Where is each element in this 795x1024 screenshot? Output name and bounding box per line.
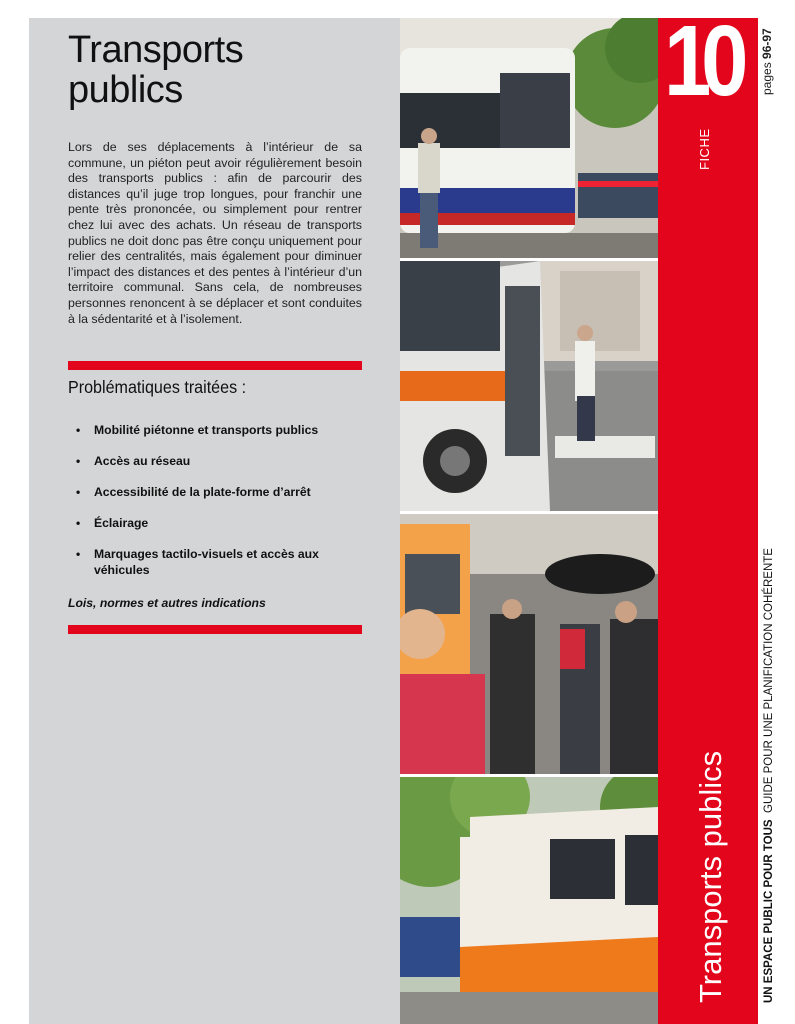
topic-label: Accessibilité de la plate-forme d’arrêt [94,485,311,499]
fiche-label: FICHE [697,128,712,170]
bullet-icon: • [76,547,81,561]
pages-prefix: pages [760,58,774,95]
bullet-icon: • [76,485,81,499]
bullet-icon: • [76,423,81,437]
bullet-icon: • [76,516,81,530]
red-divider-top [68,361,362,370]
topics-list [68,422,362,593]
guide-rest: GUIDE POUR UNE PLANIFICATION COHÉRENTE [763,548,775,813]
intro-paragraph: Lors de ses déplacements à l’intérieur de sa commune, un piéton peut avoir régulièrement besoin des transports publics : afin de parcourir des distances qu’il juge trop longues, pour franchir une pente très prononcée, ou simplement pour rentrer chez lui avec des achats. Un réseau de transports publics ne doit donc pas être conçu uniquement pour relier des centralités, mais également pour diminuer l’impact des distances et des pentes à l’intérieur d’un territoire communal. Sans cela, de nombreuses personnes renoncent à se déplacer et sont conduites à la sédentarité et à l’isolement. [68,140,362,326]
pages-range: 96-97 [760,28,774,59]
guide-bold: UN ESPACE PUBLIC POUR TOUS [763,819,775,1003]
topic-label: Éclairage [94,516,149,530]
guide-caption [763,483,779,1003]
laws-link: Lois, normes et autres indications [68,596,266,610]
vertical-title: Transports publics [693,750,728,1003]
topic-label: Mobilité piétonne et transports publics [94,423,319,437]
photo-boarding-umbrellas [400,514,658,774]
page-title [68,30,368,110]
topic-item [68,422,362,438]
topic-item [68,546,362,578]
section-title: Problématiques traitées : [68,377,247,397]
pages-reference [760,0,776,95]
topic-label: Marquages tactilo-visuels et accès aux véhicules [94,547,319,577]
title-line-2: publics [68,69,183,111]
topic-item [68,484,362,500]
bullet-icon: • [76,454,81,468]
topic-item [68,515,362,531]
red-divider-bottom [68,625,362,634]
topic-label: Accès au réseau [94,454,191,468]
photo-tram-stop [400,18,658,258]
photo-tram-trees [400,777,658,1024]
photo-bus-crossing [400,261,658,511]
fiche-number: 10 [664,5,739,117]
title-line-1: Transports [68,29,244,71]
topic-item [68,453,362,469]
